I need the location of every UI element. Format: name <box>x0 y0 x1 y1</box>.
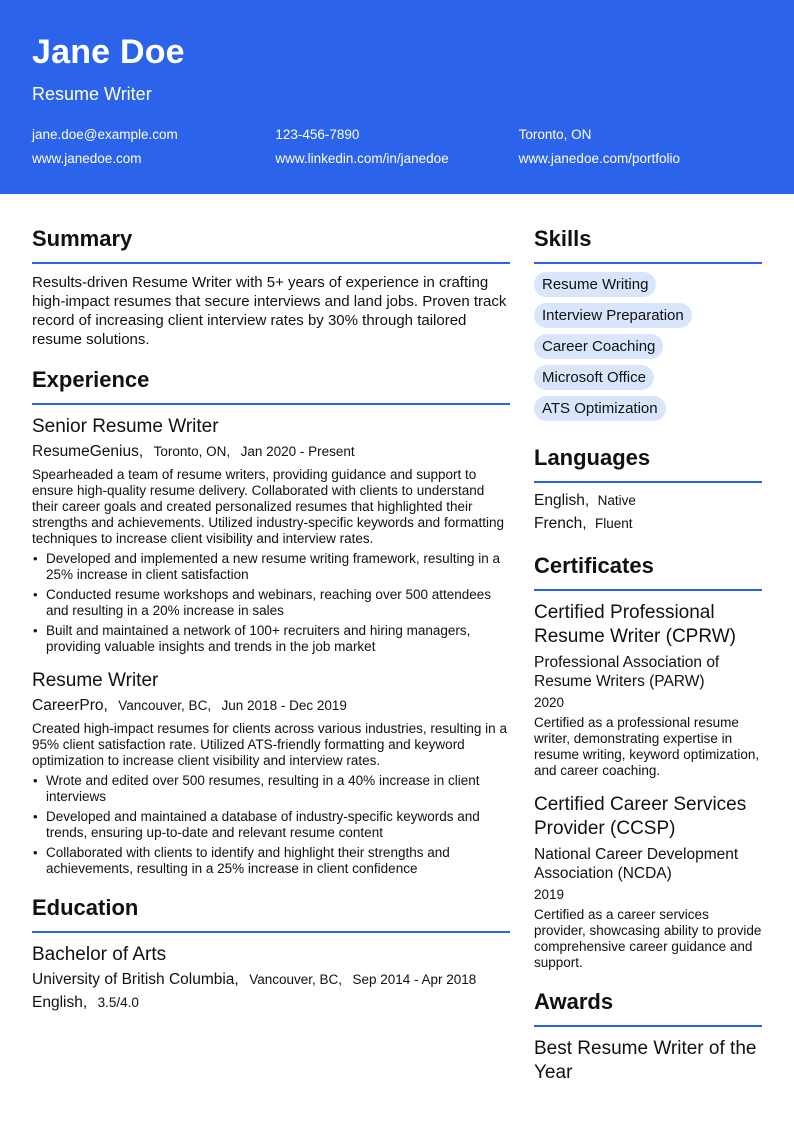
awards-section <box>534 989 762 1085</box>
education-dates: Sep 2014 - Apr 2018 <box>352 972 477 987</box>
candidate-title: Resume Writer <box>32 84 152 104</box>
job-meta <box>32 696 510 716</box>
section-title-summary: Summary <box>32 226 510 264</box>
job-bullet: • Developed and implemented a new resume writing framework, resulting in a 25% increase in client satisfaction <box>32 551 510 583</box>
contact-location: Toronto, ON <box>518 126 592 142</box>
language-level: Native <box>597 493 636 508</box>
language-name: English, <box>534 492 590 509</box>
job-bullet: • Built and maintained a network of 100+ recruiters and hiring managers, providing valuable insights and trends in the job market <box>32 623 510 655</box>
certificate-year: 2019 <box>534 887 565 902</box>
language-name: French, <box>534 515 587 532</box>
contact-email[interactable]: jane.doe@example.com <box>32 126 178 142</box>
job-description: Created high-impact resumes for clients across various industries, resulting in a 95% client satisfaction rate. Utilized ATS-friendly formatting and keyword optimization to increase client visibility and interview rates. <box>32 721 507 768</box>
education-section <box>32 895 510 1013</box>
job-company: ResumeGenius, <box>32 443 144 460</box>
job-company: CareerPro, <box>32 697 108 714</box>
field-of-study: English, <box>32 994 88 1011</box>
education-entry <box>32 943 510 1013</box>
school: University of British Columbia, <box>32 971 239 988</box>
section-title-skills: Skills <box>534 226 762 264</box>
candidate-name: Jane Doe <box>32 33 185 71</box>
contact-info <box>32 122 762 170</box>
resume-header <box>0 0 794 194</box>
certificate-title: Certified Career Services Provider (CCSP) <box>534 794 747 839</box>
skill-chip: ATS Optimization <box>534 396 666 421</box>
certificates-section <box>534 553 762 971</box>
section-title-languages: Languages <box>534 445 762 483</box>
certificate-entry <box>534 601 762 779</box>
language-entry <box>534 512 762 535</box>
degree: Bachelor of Arts <box>32 944 167 965</box>
job-title: Resume Writer <box>32 670 159 691</box>
language-entry <box>534 489 762 512</box>
job-bullets <box>32 773 510 877</box>
skills-section <box>534 226 762 427</box>
skill-list <box>534 272 762 427</box>
section-title-education: Education <box>32 895 510 933</box>
job-bullet: • Conducted resume workshops and webinars, reaching over 500 attendees and resulting in a 20% increase in sales <box>32 587 510 619</box>
job-location: Toronto, ON, <box>153 444 231 459</box>
education-location: Vancouver, BC, <box>249 972 342 987</box>
right-column <box>534 226 762 1103</box>
skill-chip: Resume Writing <box>534 272 656 297</box>
certificate-year: 2020 <box>534 695 565 710</box>
job-bullet: • Developed and maintained a database of industry-specific keywords and trends, ensuring up-to-date and relevant resume content <box>32 809 510 841</box>
contact-phone[interactable]: 123-456-7890 <box>275 126 360 142</box>
language-level: Fluent <box>595 516 633 531</box>
section-title-experience: Experience <box>32 367 510 405</box>
section-title-certificates: Certificates <box>534 553 762 591</box>
contact-website[interactable]: www.janedoe.com <box>32 150 142 166</box>
certificate-org: National Career Development Association (NCDA) <box>534 846 739 882</box>
award-entry: Best Resume Writer of the Year <box>534 1038 757 1083</box>
left-column <box>32 226 510 1031</box>
education-field-row <box>32 993 510 1013</box>
experience-section <box>32 367 510 877</box>
job-meta <box>32 442 510 462</box>
skill-chip: Interview Preparation <box>534 303 692 328</box>
certificate-entry <box>534 793 762 971</box>
job-entry <box>32 415 510 655</box>
job-entry <box>32 669 510 877</box>
skill-chip: Microsoft Office <box>534 365 654 390</box>
summary-section <box>32 226 510 349</box>
summary-text: Results-driven Resume Writer with 5+ years of experience in crafting high-impact resumes that secure interviews and land jobs. Proven track record of increasing client interview rates by 30% through tailored resume solutions. <box>32 274 507 348</box>
contact-linkedin[interactable]: www.linkedin.com/in/janedoe <box>275 150 449 166</box>
certificate-org: Professional Association of Resume Writers (PARW) <box>534 654 720 690</box>
section-title-awards: Awards <box>534 989 762 1027</box>
job-dates: Jun 2018 - Dec 2019 <box>221 698 347 713</box>
job-dates: Jan 2020 - Present <box>240 444 355 459</box>
skill-chip: Career Coaching <box>534 334 663 359</box>
education-meta <box>32 970 510 990</box>
contact-portfolio[interactable]: www.janedoe.com/portfolio <box>518 150 680 166</box>
languages-section <box>534 445 762 535</box>
job-bullets <box>32 551 510 655</box>
job-location: Vancouver, BC, <box>118 698 212 713</box>
job-bullet: • Wrote and edited over 500 resumes, resulting in a 40% increase in client interviews <box>32 773 510 805</box>
job-title: Senior Resume Writer <box>32 416 219 437</box>
job-description: Spearheaded a team of resume writers, providing guidance and support to ensure high-quality resume delivery. Collaborated with clients to understand their career goals and created personalized resumes that highlighted their strengths and achievements. Utilized industry-specific keywords and formatting techniques to increase client visibility and interview rates. <box>32 467 504 546</box>
certificate-description: Certified as a professional resume writer, demonstrating expertise in resume writing, keyword optimization, and career coaching. <box>534 715 760 778</box>
certificate-title: Certified Professional Resume Writer (CPRW) <box>534 602 736 647</box>
gpa: 3.5/4.0 <box>97 995 139 1010</box>
job-bullet: • Collaborated with clients to identify and highlight their strengths and achievements, resulting in a 25% increase in client confidence <box>32 845 510 877</box>
certificate-description: Certified as a career services provider, showcasing ability to provide comprehensive career guidance and support. <box>534 907 762 970</box>
